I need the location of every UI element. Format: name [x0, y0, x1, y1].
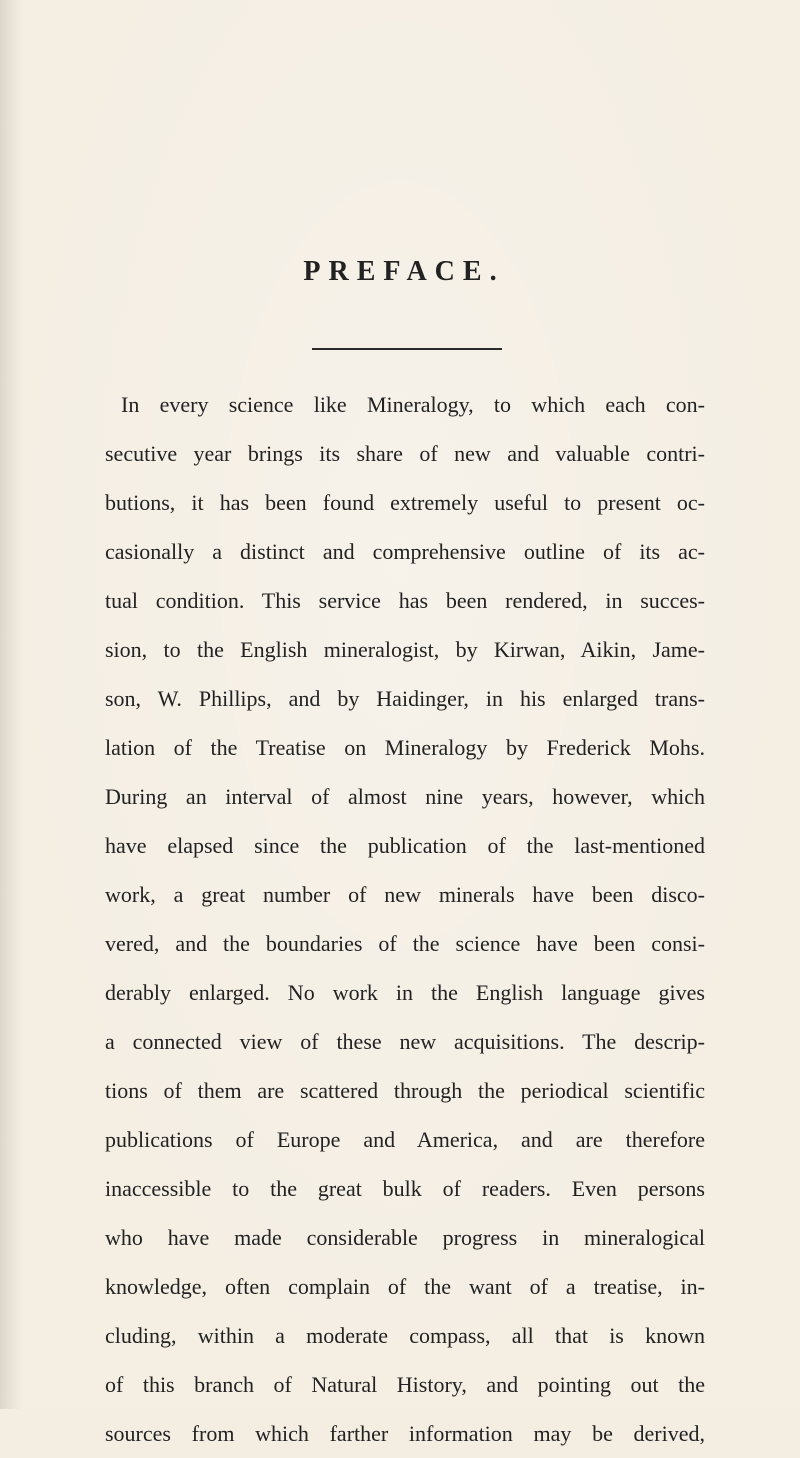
text-line: derably enlarged. No work in the English language gives — [105, 980, 705, 1005]
text-line: have elapsed since the publication of the last-mentioned — [105, 833, 705, 858]
text-line: son, W. Phillips, and by Haidinger, in his enlarged trans- — [105, 686, 705, 711]
text-line: publications of Europe and America, and are therefore — [105, 1127, 705, 1152]
text-line: inaccessible to the great bulk of readers. Even persons — [105, 1176, 705, 1201]
text-line: sources from which farther information may be derived, — [105, 1421, 705, 1446]
text-line: casionally a distinct and comprehensive outline of its ac- — [105, 539, 705, 564]
text-line: cluding, within a moderate compass, all that is known — [105, 1323, 705, 1348]
text-line: tual condition. This service has been rendered, in succes- — [105, 588, 705, 613]
text-line: of this branch of Natural History, and pointing out the — [105, 1372, 705, 1397]
text-line: butions, it has been found extremely useful to present oc- — [105, 490, 705, 515]
title-rule — [312, 348, 502, 350]
text-line: secutive year brings its share of new and valuable contri- — [105, 441, 705, 466]
page-title: PREFACE. — [303, 256, 505, 287]
text-line: knowledge, often complain of the want of a treatise, in- — [105, 1274, 705, 1299]
text-line: During an interval of almost nine years, however, which — [105, 784, 705, 809]
text-line: a connected view of these new acquisitions. The descrip- — [105, 1029, 705, 1054]
text-line: lation of the Treatise on Mineralogy by Frederick Mohs. — [105, 735, 705, 760]
text-line: work, a great number of new minerals have been disco- — [105, 882, 705, 907]
binding-shadow — [0, 0, 22, 1409]
text-line: vered, and the boundaries of the science have been consi- — [105, 931, 705, 956]
text-line: In every science like Mineralogy, to which each con- — [121, 392, 705, 417]
preface-paragraph — [105, 380, 705, 1458]
text-line: tions of them are scattered through the periodical scientific — [105, 1078, 705, 1103]
text-line: who have made considerable progress in mineralogical — [105, 1225, 705, 1250]
text-line: sion, to the English mineralogist, by Kirwan, Aikin, Jame- — [105, 637, 705, 662]
